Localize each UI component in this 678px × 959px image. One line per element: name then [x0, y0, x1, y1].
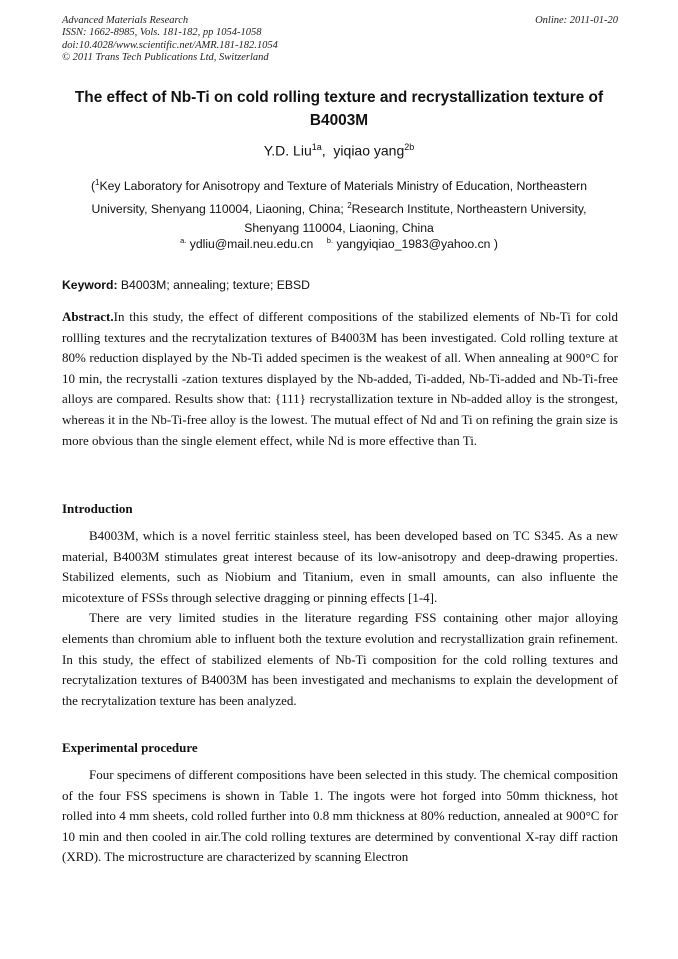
keyword-label: Keyword:: [62, 278, 118, 292]
affil-text-1: Key Laboratory for Anisotropy and Texture of Materials Ministry of Education, Northeastern University, Shenyang 110004, Liaoning, China;: [91, 179, 588, 217]
keyword-text: B4003M; annealing; texture; EBSD: [120, 278, 310, 292]
author-list: [54, 138, 624, 160]
experimental-body: [62, 765, 618, 868]
affil-open-paren: (: [90, 179, 96, 194]
keyword-line: [62, 277, 618, 293]
email-a: ydliu@mail.neu.edu.cn: [189, 237, 314, 252]
author-2-sup: 2b: [404, 142, 415, 152]
affil-sup-2: 2: [347, 201, 352, 211]
paper-title: [54, 86, 624, 132]
abstract-text: In this study, the effect of different compositions of the stabilized elements of Nb-Ti for cold rollling textures and the recrytalization textures of B4003M has been investigated. Cold rolling texture at 80% reduction displayed by the Nb-Ti added specimen is the weakest of all. When annealing at 900°C for 10 min, the recrystalli -zation textures displayed by the Nb-added, Ti-added, Nb-Ti-added and Nb-Ti-free alloys are compared. Results show that: {111} recrystallization texture in Nb-added alloy is the strongest, whereas it in the Nb-Ti-free alloy is the lowest. The mutual effect of Nd and Ti on refining the grain size is more obvious than the single element effect, while Nd is more effective than Ti.: [62, 309, 618, 448]
email-a-sup: a.: [180, 236, 187, 245]
title-line-2: B4003M: [309, 112, 369, 129]
experimental-paragraph-1: Four specimens of different compositions have been selected in this study. The chemical composition of the four FSS specimens is shown in Table 1. The ingots were hot forged into 50mm thickness, hot rolled into 4 mm sheets, cold rolled further into 0.8 mm thickness at 80% reduction, annealed at 900°C for 10 min and then cooled in air.The cold rolling textures are determined by conventional X-ray diff raction (XRD). The microstructure are characterized by scanning Electron: [62, 767, 618, 865]
affil-text-2: Research Institute, Northeastern University, Shenyang 110004, Liaoning, China: [244, 202, 587, 236]
journal-name: Advanced Materials Research: [62, 15, 189, 26]
introduction-body: [62, 526, 618, 711]
author-1: Y.D. Liu: [263, 142, 312, 159]
journal-issn: ISSN: 1662-8985, Vols. 181-182, pp 1054-1058: [62, 27, 262, 39]
email-line: [54, 233, 624, 252]
online-date: Online: 2011-01-20: [535, 15, 618, 26]
author-1-sup: 1a: [311, 142, 322, 152]
email-b: yangyiqiao_1983@yahoo.cn ): [336, 237, 498, 252]
introduction-paragraph-1: B4003M, which is a novel ferritic stainless steel, has been developed based on TC S345. As a new material, B4003M stimulates great interest because of its low-anisotropy and deep-drawing properties. Stabilized elements, such as Niobium and Titanium, even in small amounts, can also influente the micotexture of FSSs through selective dragging or pinning effects [1-4].: [62, 528, 618, 605]
abstract: [62, 307, 618, 451]
affiliations: [74, 173, 604, 238]
journal-copyright: © 2011 Trans Tech Publications Ltd, Switzerland: [62, 52, 269, 64]
author-separator: ,: [321, 142, 326, 159]
experimental-heading: Experimental procedure: [62, 740, 198, 755]
affil-sup-1: 1: [95, 178, 100, 187]
journal-header: [62, 15, 618, 65]
author-2: yiqiao yang: [333, 142, 405, 159]
abstract-label: Abstract.: [62, 309, 114, 324]
email-b-sup: b.: [326, 236, 334, 245]
introduction-heading: Introduction: [62, 501, 133, 516]
introduction-paragraph-2: There are very limited studies in the literature regarding FSS containing other major alloying elements than chromium able to influent both the texture evolution and recrystallization grain refinement. In this study, the effect of stabilized elements of Nb-Ti composition for the cold rolling textures and recrytalization textures of B4003M has been investigated and mechanisms to explain the development of the recrytalization texture has been analyzed.: [62, 610, 618, 708]
journal-doi: doi:10.4028/www.scientific.net/AMR.181-182.1054: [62, 39, 278, 51]
title-line-1: The effect of Nb-Ti on cold rolling texture and recrystallization texture of: [74, 89, 604, 106]
